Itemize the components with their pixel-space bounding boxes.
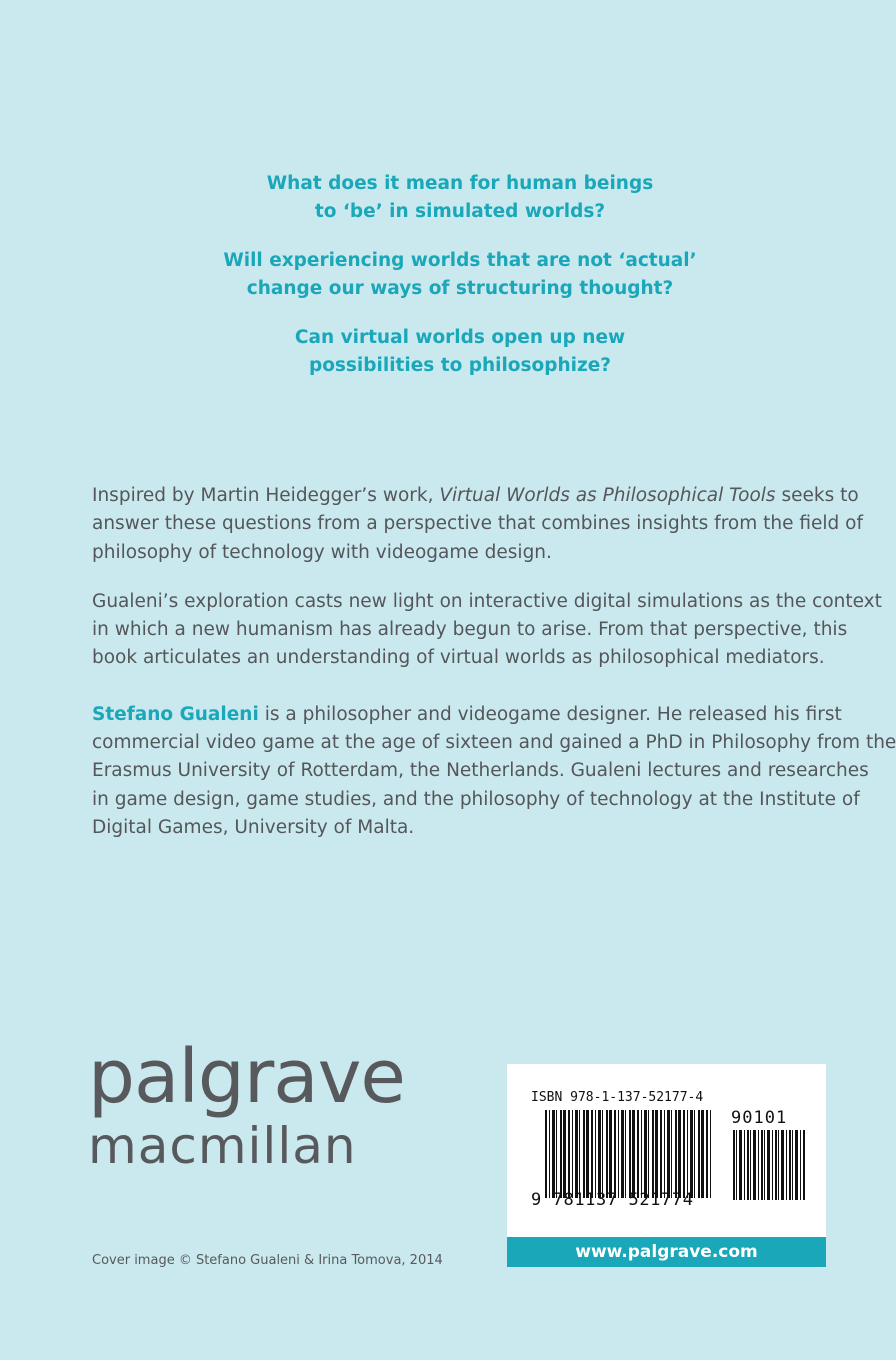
bio-line4: in game design, game studies, and the philosophy of technology at the Institute of — [92, 788, 860, 810]
cover-image-credit: Cover image © Stefano Gualeni & Irina Tomova, 2014 — [92, 1253, 443, 1268]
bio-line1 — [92, 701, 842, 729]
book-title: Virtual Worlds as Philosophical Tools — [439, 485, 776, 506]
blurb-p2-line2: in which a new humanism has already begun to arise. From that perspective, this — [92, 619, 848, 641]
logo-macmillan: macmillan — [88, 1117, 357, 1175]
ean-barcode — [545, 1110, 711, 1198]
blurb-text: Inspired by Martin Heidegger’s work, — [92, 485, 440, 506]
blurb-p1-line1 — [92, 482, 859, 510]
publisher-logo — [88, 1034, 405, 1175]
bio-line5: Digital Games, University of Malta. — [92, 816, 415, 838]
bio-text: is a philosopher and videogame designer. He released his first — [258, 703, 842, 725]
publisher-url: www.palgrave.com — [507, 1237, 826, 1267]
price-addon-number: 90101 — [731, 1108, 788, 1128]
back-cover-questions — [160, 170, 760, 401]
addon-barcode — [733, 1130, 805, 1200]
ean-number: 9 781137 521774 — [531, 1190, 694, 1210]
bio-line2: commercial video game at the age of sixteen and gained a PhD in Philosophy from the — [92, 732, 896, 754]
blurb-text: seeks to — [775, 485, 859, 506]
blurb-p2-line3: book articulates an understanding of virtual worlds as philosophical mediators. — [92, 647, 825, 669]
barcode-panel — [507, 1064, 826, 1237]
question-1: What does it mean for human beings to ‘be’ in simulated worlds? — [266, 173, 654, 222]
blurb-p2-line1: Gualeni’s exploration casts new light on interactive digital simulations as the context — [92, 590, 882, 612]
isbn-label: ISBN 978-1-137-52177-4 — [531, 1090, 704, 1105]
blurb-p1-line3: philosophy of technology with videogame design. — [92, 541, 552, 563]
book-blurb — [92, 482, 896, 842]
blurb-p1-line2: answer these questions from a perspective that combines insights from the field of — [92, 513, 863, 535]
logo-palgrave: palgrave — [88, 1034, 405, 1120]
question-2: Will experiencing worlds that are not ‘actual’ change our ways of structuring thought? — [223, 250, 697, 299]
question-3: Can virtual worlds open up new possibilities to philosophize? — [294, 327, 626, 376]
bio-line3: Erasmus University of Rotterdam, the Netherlands. Gualeni lectures and researches — [92, 760, 869, 782]
author-name: Stefano Gualeni — [92, 703, 259, 725]
